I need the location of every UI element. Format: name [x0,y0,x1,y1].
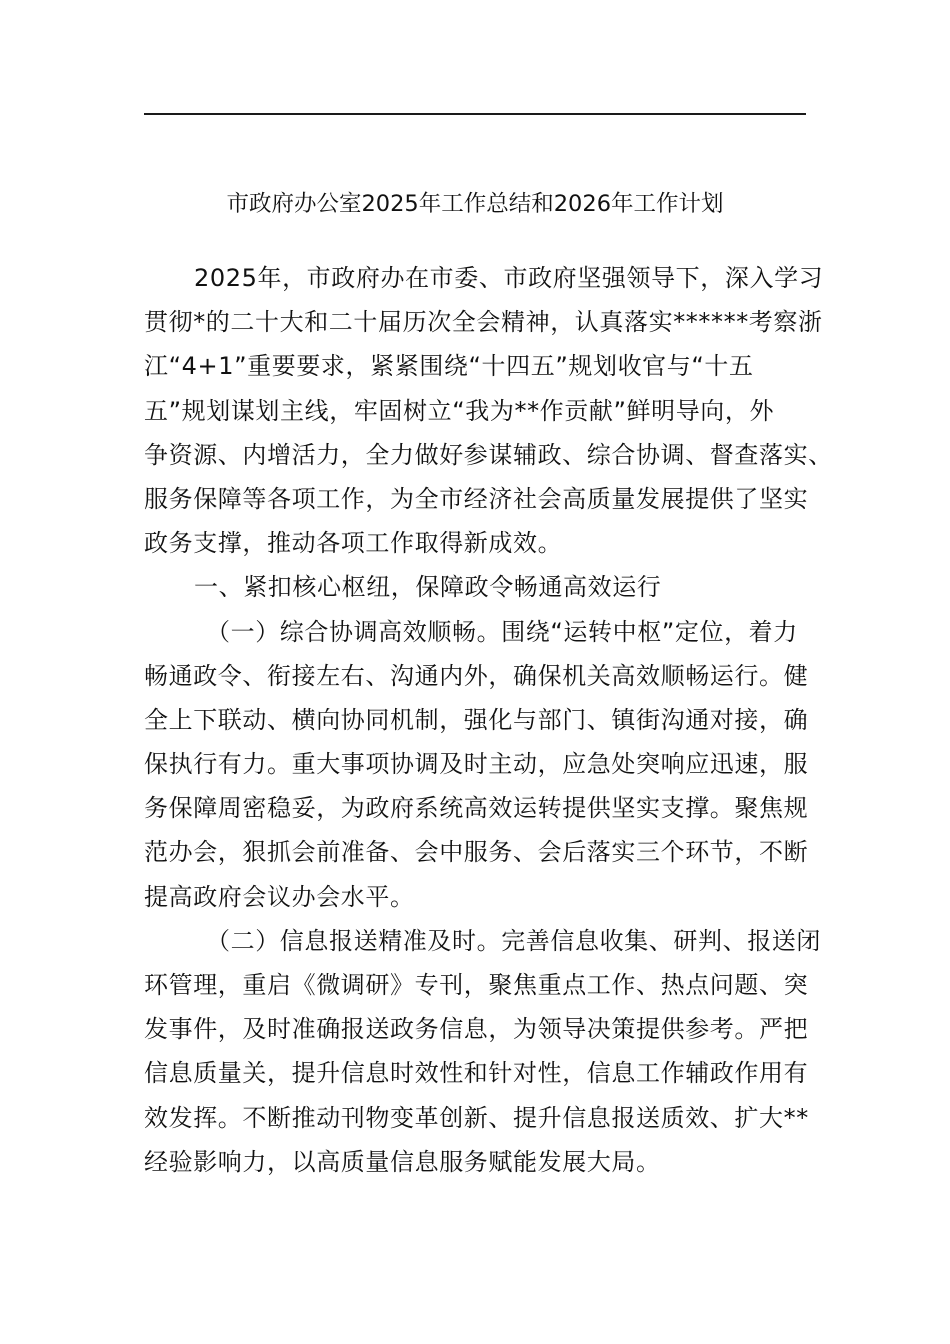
text-line: （二）信息报送精准及时。完善信息收集、研判、报送闭 [206,926,821,955]
text-line: 江“4+1”重要要求，紧紧围绕“十四五”规划收官与“十五 [144,352,754,381]
text-line: 提高政府会议办会水平。 [144,882,415,911]
text-line: 全上下联动、横向协同机制，强化与部门、镇街沟通对接，确 [144,705,809,734]
text-line: 服务保障等各项工作，为全市经济社会高质量发展提供了坚实 [144,484,809,513]
document-title: 市政府办公室2025年工作总结和2026年工作计划 [226,191,724,217]
text-line: 信息质量关，提升信息时效性和针对性，信息工作辅政作用有 [144,1059,809,1088]
text-line: 畅通政令、衔接左右、沟通内外，确保机关高效顺畅运行。健 [144,661,809,690]
section-heading [144,565,808,609]
document-body [144,256,833,1184]
text-line: 环管理，重启《微调研》专刊，聚焦重点工作、热点问题、突 [144,971,809,999]
text-line: 2025年，市政府办在市委、市政府坚强领导下，深入学习 [194,264,824,292]
text-line: 范办会，狠抓会前准备、会中服务、会后落实三个环节，不断 [144,838,809,867]
text-line: （一）综合协调高效顺畅。围绕“运转中枢”定位，着力 [206,617,798,646]
text-line: 效发挥。不断推动刊物变革创新、提升信息报送质效、扩大** [144,1103,809,1132]
text-line: 争资源、内增活力，全力做好参谋辅政、综合协调、督查落实、 [144,440,833,469]
header-rule [144,113,806,115]
text-line: 发事件，及时准确报送政务信息，为领导决策提供参考。严把 [144,1015,809,1044]
text-line: 经验影响力，以高质量信息服务赋能发展大局。 [144,1147,661,1176]
paragraph-subsection-2 [144,919,821,1184]
text-line: 政务支撑，推动各项工作取得新成效。 [144,529,563,558]
text-line: 务保障周密稳妥，为政府系统高效运转提供坚实支撑。聚焦规 [144,794,809,823]
text-line: 五”规划谋划主线，牢固树立“我为**作贡献”鲜明导向，外 [144,396,775,425]
paragraph-subsection-1 [144,610,808,919]
section-heading-text: 一、紧扣核心枢纽，保障政令畅通高效运行 [194,573,662,602]
text-line: 贯彻*的二十大和二十届历次全会精神，认真落实******考察浙 [144,308,823,337]
paragraph-intro [144,256,833,565]
text-line: 保执行有力。重大事项协调及时主动，应急处突响应迅速，服 [144,750,809,779]
